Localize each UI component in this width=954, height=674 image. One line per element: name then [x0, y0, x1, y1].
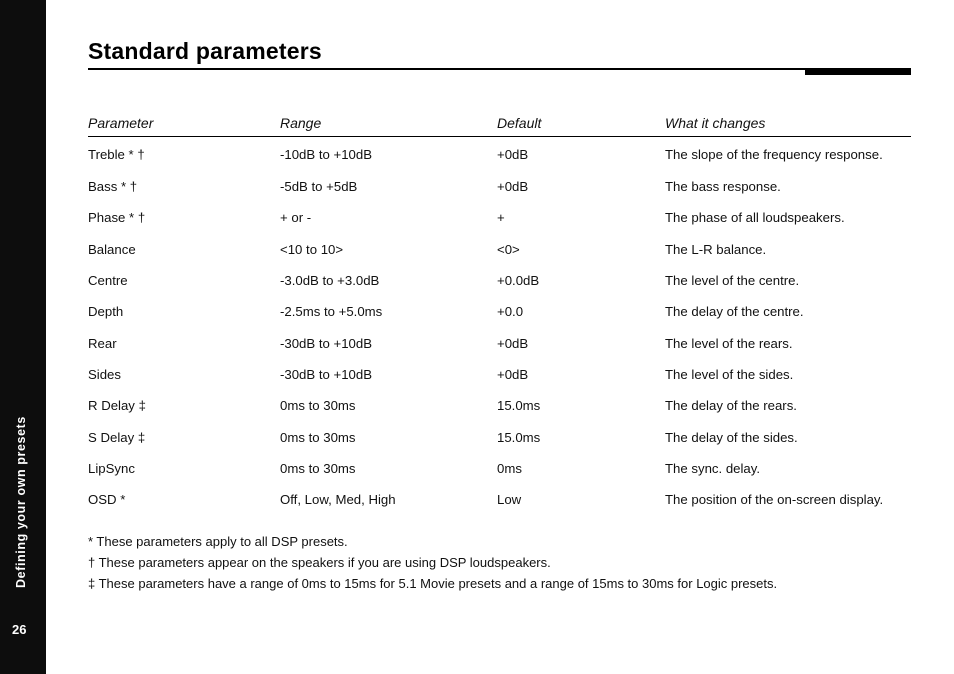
parameter-cell: Treble * †: [88, 146, 145, 162]
description-cell: The level of the centre.: [665, 273, 800, 289]
title-rule-accent: [805, 68, 911, 75]
description-cell: The delay of the sides.: [665, 429, 798, 445]
section-label: Defining your own presets: [14, 416, 28, 588]
parameter-cell: S Delay ‡: [88, 429, 146, 445]
title-rule: [88, 68, 911, 70]
range-cell: -5dB to +5dB: [280, 179, 358, 195]
table-row: [88, 359, 911, 390]
table-row: [88, 327, 911, 358]
page-title: Standard parameters: [88, 38, 322, 64]
table-row: [88, 171, 911, 202]
column-header-what-it-changes: What it changes: [665, 107, 911, 137]
description-cell: The delay of the centre.: [665, 304, 804, 320]
default-cell: +0dB: [497, 335, 529, 351]
column-header-range: Range: [280, 107, 497, 137]
table-header-row: [88, 107, 911, 137]
range-cell: -3.0dB to +3.0dB: [280, 273, 380, 289]
parameter-cell: Centre: [88, 273, 128, 289]
description-cell: The phase of all loudspeakers.: [665, 210, 845, 226]
range-cell: -10dB to +10dB: [280, 146, 373, 162]
parameter-cell: Bass * †: [88, 179, 138, 195]
range-cell: 0ms to 30ms: [280, 460, 356, 476]
table-row: [88, 137, 911, 172]
description-cell: The position of the on-screen display.: [665, 492, 884, 508]
default-cell: 15.0ms: [497, 398, 541, 414]
range-cell: -30dB to +10dB: [280, 366, 373, 382]
range-cell: 0ms to 30ms: [280, 398, 356, 414]
range-cell: 0ms to 30ms: [280, 429, 356, 445]
description-cell: The level of the sides.: [665, 366, 794, 382]
footnote-double-dagger: ‡ These parameters have a range of 0ms to 15ms for 5.1 Movie presets and a range of 15ms to 30ms for Logic presets.: [88, 576, 778, 591]
parameters-table: [88, 107, 911, 515]
default-cell: +0dB: [497, 366, 529, 382]
description-cell: The L-R balance.: [665, 241, 767, 257]
default-cell: 0ms: [497, 460, 522, 476]
column-header-parameter: Parameter: [88, 107, 280, 137]
description-cell: The slope of the frequency response.: [665, 146, 883, 162]
default-cell: <0>: [497, 241, 520, 257]
parameter-cell: Depth: [88, 304, 124, 320]
default-cell: +: [497, 210, 505, 226]
footnote-asterisk: * These parameters apply to all DSP presets.: [88, 534, 348, 549]
parameter-cell: Balance: [88, 241, 136, 257]
footnotes: [88, 531, 777, 594]
table-row: [88, 234, 911, 265]
range-cell: <10 to 10>: [280, 241, 344, 257]
default-cell: +0dB: [497, 179, 529, 195]
range-cell: -30dB to +10dB: [280, 335, 373, 351]
parameter-cell: LipSync: [88, 460, 135, 476]
description-cell: The level of the rears.: [665, 335, 793, 351]
parameter-cell: Sides: [88, 366, 121, 382]
table-row: [88, 484, 911, 515]
column-header-default: Default: [497, 107, 665, 137]
default-cell: Low: [497, 492, 522, 508]
table-row: [88, 390, 911, 421]
range-cell: -2.5ms to +5.0ms: [280, 304, 383, 320]
default-cell: +0dB: [497, 146, 529, 162]
default-cell: 15.0ms: [497, 429, 541, 445]
table-row: [88, 265, 911, 296]
description-cell: The delay of the rears.: [665, 398, 797, 414]
table-row: [88, 296, 911, 327]
table-row: [88, 453, 911, 484]
default-cell: +0.0dB: [497, 273, 540, 289]
table-row: [88, 421, 911, 452]
sidebar: [0, 0, 46, 674]
table-row: [88, 202, 911, 233]
parameter-cell: R Delay ‡: [88, 398, 146, 414]
description-cell: The bass response.: [665, 179, 781, 195]
range-cell: Off, Low, Med, High: [280, 492, 396, 508]
parameter-cell: Rear: [88, 335, 117, 351]
page-number: 26: [12, 622, 27, 637]
default-cell: +0.0: [497, 304, 524, 320]
parameter-cell: Phase * †: [88, 210, 146, 226]
footnote-dagger: † These parameters appear on the speakers if you are using DSP loudspeakers.: [88, 555, 551, 570]
description-cell: The sync. delay.: [665, 460, 761, 476]
range-cell: + or -: [280, 210, 312, 226]
parameter-cell: OSD *: [88, 492, 126, 508]
